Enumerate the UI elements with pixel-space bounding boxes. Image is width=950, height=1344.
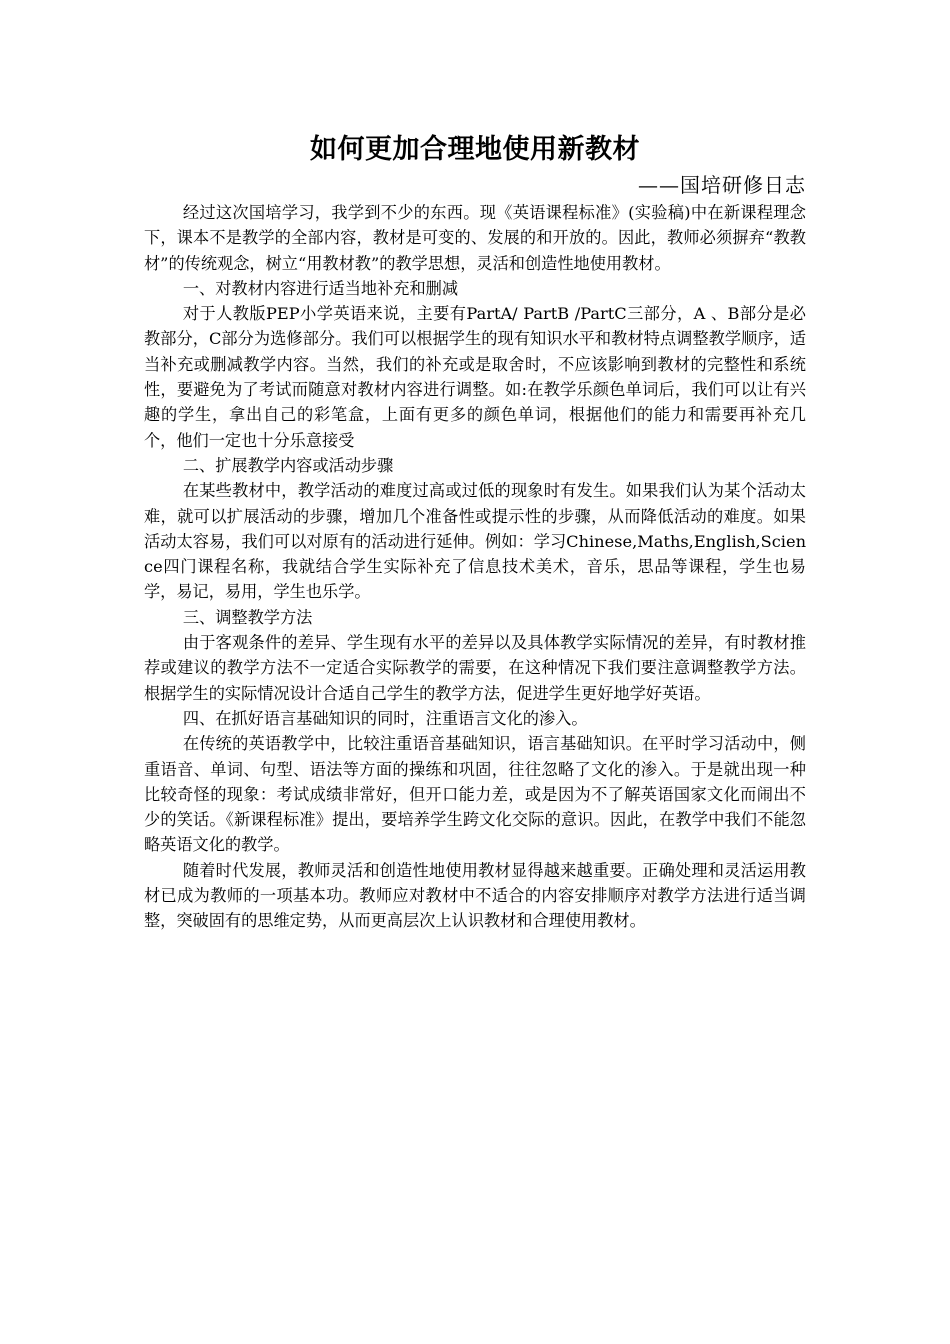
paragraph-section-3: 由于客观条件的差异、学生现有水平的差异以及具体教学实际情况的差异，有时教材推荐或建议的教学方法不一定适合实际教学的需要，在这种情况下我们要注意调整教学方法。根据学生的实际情况设计合适自己学生的教学方法，促进学生更好地学好英语。 <box>144 633 806 703</box>
section-heading-2: 二、扩展教学内容或活动步骤 <box>182 455 394 475</box>
document-title: 如何更加合理地使用新教材 <box>310 134 640 165</box>
paragraph-section-2: 在某些教材中，教学活动的难度过高或过低的现象时有发生。如果我们认为某个活动太难，就可以扩展活动的步骤，增加几个准备性或提示性的步骤，从而降低活动的难度。如果活动太容易，我们可以对原有的活动进行延伸。例如：学习Chinese,Maths,English,Science四门课程名称，我就结合学生实际补充了信息技术美术，音乐，思品等课程，学生也易学，易记，易用，学生也乐学。 <box>144 481 806 602</box>
document-page <box>144 130 806 934</box>
document-subtitle: ——国培研修日志 <box>638 173 806 197</box>
section-heading-4: 四、在抓好语言基础知识的同时，注重语言文化的渗入。 <box>182 708 588 728</box>
section-heading-3: 三、调整教学方法 <box>182 607 313 627</box>
paragraph-conclusion: 随着时代发展，教师灵活和创造性地使用教材显得越来越重要。正确处理和灵活运用教材已成为教师的一项基本功。教师应对教材中不适合的内容安排顺序对教学方法进行适当调整，突破固有的思维定势，从而更高层次上认识教材和合理使用教材。 <box>144 860 806 931</box>
paragraph-section-4: 在传统的英语教学中，比较注重语音基础知识，语言基础知识。在平时学习活动中，侧重语音、单词、句型、语法等方面的操练和巩固，往往忽略了文化的渗入。于是就出现一种比较奇怪的现象：考试成绩非常好，但开口能力差，或是因为不了解英语国家文化而闹出不少的笑话。《新课程标准》提出，要培养学生跨文化交际的意识。因此，在教学中我们不能忽略英语文化的教学。 <box>144 734 806 855</box>
paragraph-section-1: 对于人教版PEP小学英语来说，主要有PartA/ PartB /PartC三部分，A 、B部分是必教部分，C部分为选修部分。我们可以根据学生的现有知识水平和教材特点调整教学顺序，适当补充或删减教学内容。当然，我们的补充或是取舍时，不应该影响到教材的完整性和系统性，要避免为了考试而随意对教材内容进行调整。如:在教学乐颜色单词后，我们可以让有兴趣的学生，拿出自己的彩笔盒，上面有更多的颜色单词，根据他们的能力和需要再补充几个，他们一定也十分乐意接受 <box>144 304 806 450</box>
paragraph-intro: 经过这次国培学习，我学到不少的东西。现《英语课程标准》(实验稿)中在新课程理念下，课本不是教学的全部内容，教材是可变的、发展的和开放的。因此，教师必须摒弃“教教材”的传统观念，树立“用教材教”的教学思想，灵活和创造性地使用教材。 <box>144 203 806 273</box>
section-heading-1: 一、对教材内容进行适当地补充和删减 <box>182 278 459 298</box>
